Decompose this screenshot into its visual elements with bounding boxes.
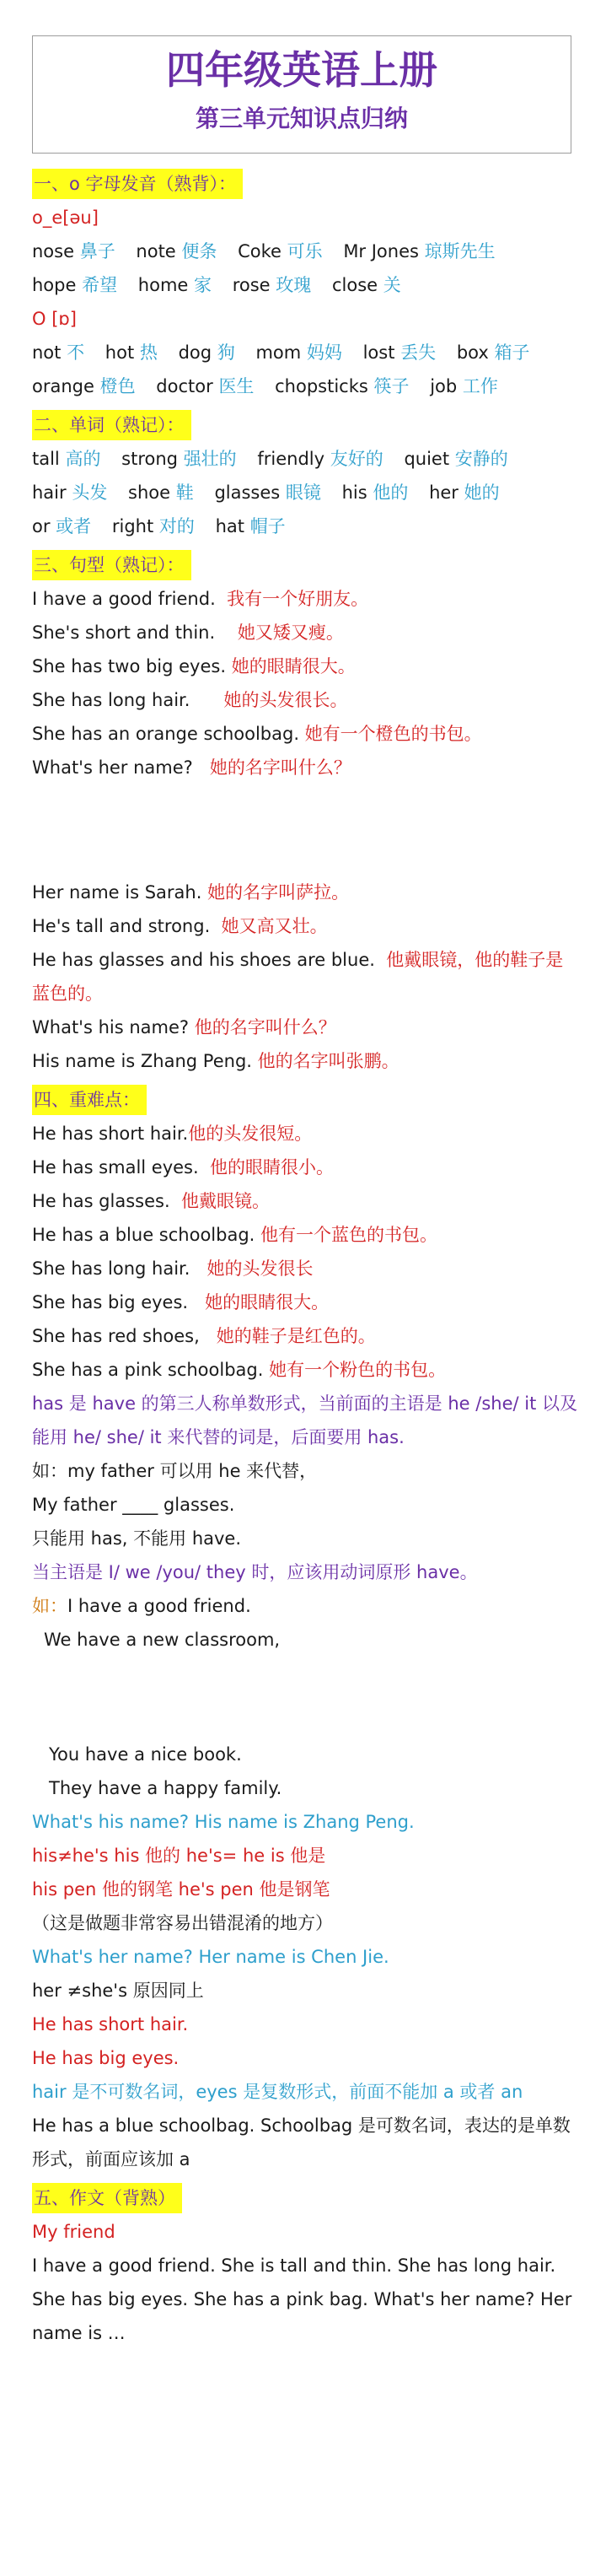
word-meaning: 关 bbox=[383, 275, 401, 295]
word-meaning: 高的 bbox=[65, 449, 101, 469]
sentence-en: He has glasses and his shoes are blue. bbox=[32, 950, 375, 970]
word-meaning: 安静的 bbox=[454, 449, 508, 469]
word-meaning: 便条 bbox=[181, 241, 217, 261]
word: or bbox=[32, 516, 51, 536]
section-5-heading: 五、作文（背熟） bbox=[32, 2183, 182, 2213]
vocab-row-1 bbox=[32, 442, 580, 476]
word-meaning: 希望 bbox=[82, 275, 118, 295]
sentence-cn: 她的眼睛很大。 bbox=[205, 1292, 330, 1312]
example-line: They have a happy family. bbox=[49, 1778, 282, 1798]
example-line: You have a nice book. bbox=[49, 1744, 242, 1765]
grammar-note-has: has 是 have 的第三人称单数形式，当前面的主语是 he /she/ it 以及能用 he/ she/ it 来代替的词是，后面要用 has. bbox=[32, 1393, 577, 1447]
sentence-en: He's tall and strong. bbox=[32, 916, 211, 936]
sentence-cn: 他戴眼镜。 bbox=[181, 1191, 270, 1211]
sentence-en: He has glasses. bbox=[32, 1191, 170, 1211]
phonics-row-3 bbox=[32, 336, 580, 369]
sentence-en: He has a blue schoolbag. bbox=[32, 1225, 255, 1245]
word: hope bbox=[32, 275, 77, 295]
example-line: He has big eyes. bbox=[32, 2048, 180, 2068]
word-meaning: 热 bbox=[139, 342, 158, 363]
example-line: We have a new classroom, bbox=[44, 1630, 281, 1650]
sentence-row bbox=[32, 582, 580, 616]
question-her-name: What's her name? Her name is Chen Jie. bbox=[32, 1947, 389, 1967]
word-meaning: 工作 bbox=[462, 376, 498, 396]
sentence-en: She has two big eyes. bbox=[32, 656, 227, 676]
sentence-cn: 她的名字叫萨拉。 bbox=[207, 882, 350, 903]
sentence-en: He has small eyes. bbox=[32, 1157, 199, 1178]
section-3-heading: 三、句型（熟记）： bbox=[32, 550, 191, 580]
sentence-cn: 他的名字叫张鹏。 bbox=[257, 1051, 400, 1071]
word: glasses bbox=[214, 482, 281, 503]
example-label: 如： bbox=[32, 1596, 67, 1616]
word: hair bbox=[32, 482, 67, 503]
word: home bbox=[137, 275, 189, 295]
example-line bbox=[32, 1589, 580, 1623]
phonics-row-1 bbox=[32, 234, 580, 268]
sentence-en: She has long hair. bbox=[32, 690, 190, 710]
sentence-cn: 她的眼睛很大。 bbox=[231, 656, 356, 676]
word: lost bbox=[362, 342, 395, 363]
word-meaning: 箱子 bbox=[494, 342, 530, 363]
section-1-heading: 一、o 字母发音（熟背）： bbox=[32, 169, 243, 199]
sentence-en: She has red shoes, bbox=[32, 1326, 200, 1346]
word-meaning: 玫瑰 bbox=[276, 275, 312, 295]
sentence-row bbox=[32, 649, 580, 683]
sentence-en: She has a pink schoolbag. bbox=[32, 1360, 264, 1380]
her-note: her ≠she's 原因同上 bbox=[32, 1981, 204, 2001]
title-box bbox=[32, 35, 571, 154]
word-meaning: 帽子 bbox=[249, 516, 286, 536]
sentence-row bbox=[32, 717, 580, 751]
sentence-row bbox=[32, 1184, 580, 1218]
essay-title: My friend bbox=[32, 2222, 115, 2242]
word-meaning: 医生 bbox=[218, 376, 255, 396]
page-title: 四年级英语上册 bbox=[166, 47, 437, 93]
word: chopsticks bbox=[275, 376, 368, 396]
word: Mr Jones bbox=[343, 241, 419, 261]
phonics-row-4 bbox=[32, 369, 580, 403]
sentence-row bbox=[32, 943, 580, 1010]
sentence-cn: 我有一个好朋友。 bbox=[227, 589, 369, 609]
phonics-o-short: O [ɒ] bbox=[32, 309, 77, 329]
sentence-row bbox=[32, 876, 580, 909]
word: friendly bbox=[257, 449, 325, 469]
his-note: （这是做题非常容易出错混淆的地方） bbox=[32, 1913, 333, 1933]
sentence-row bbox=[32, 1252, 580, 1285]
sentence-cn: 他的名字叫什么？ bbox=[194, 1017, 336, 1037]
sentence-row bbox=[32, 1117, 580, 1151]
sentence-en: What's his name? bbox=[32, 1017, 190, 1037]
word: job bbox=[430, 376, 458, 396]
word-meaning: 强壮的 bbox=[183, 449, 237, 469]
sentence-en: She's short and thin. bbox=[32, 622, 216, 643]
his-note: his pen 他的钢笔 he's pen 他是钢笔 bbox=[32, 1879, 330, 1900]
word: mom bbox=[255, 342, 302, 363]
word: rose bbox=[232, 275, 271, 295]
essay-text: I have a good friend. She is tall and thin. She has long hair. She has big eyes. She has a pink bag. What's her name? Her name is … bbox=[32, 2255, 572, 2343]
word-meaning: 鞋 bbox=[175, 482, 194, 503]
word: doctor bbox=[156, 376, 213, 396]
word: close bbox=[331, 275, 378, 295]
word: tall bbox=[32, 449, 60, 469]
word-meaning: 对的 bbox=[158, 516, 195, 536]
word: strong bbox=[121, 449, 178, 469]
example-line: 只能用 has, 不能用 have. bbox=[32, 1528, 242, 1549]
word: orange bbox=[32, 376, 94, 396]
word-meaning: 妈妈 bbox=[306, 342, 342, 363]
word: hot bbox=[105, 342, 135, 363]
word: dog bbox=[178, 342, 212, 363]
word: his bbox=[341, 482, 367, 503]
sentence-en: What's her name? bbox=[32, 757, 193, 778]
phonics-oe: o_e[əu] bbox=[32, 207, 99, 228]
word-meaning: 鼻子 bbox=[79, 241, 115, 261]
word-meaning: 眼镜 bbox=[285, 482, 321, 503]
word-meaning: 筷子 bbox=[373, 376, 410, 396]
word-meaning: 狗 bbox=[217, 342, 235, 363]
sentence-en: She has an orange schoolbag. bbox=[32, 724, 299, 744]
word: box bbox=[456, 342, 489, 363]
example-line: My father ____ glasses. bbox=[32, 1495, 235, 1515]
sentence-cn: 他有一个蓝色的书包。 bbox=[260, 1225, 438, 1245]
sentence-en: She has big eyes. bbox=[32, 1292, 189, 1312]
section-2-heading: 二、单词（熟记）： bbox=[32, 410, 191, 440]
sentence-row bbox=[32, 909, 580, 943]
vocab-row-3 bbox=[32, 509, 580, 543]
sentence-row bbox=[32, 1151, 580, 1184]
sentence-en: I have a good friend. bbox=[32, 589, 216, 609]
word: quiet bbox=[404, 449, 450, 469]
word: hat bbox=[215, 516, 244, 536]
sentence-row bbox=[32, 1319, 580, 1353]
word-meaning: 家 bbox=[194, 275, 212, 295]
sentence-row bbox=[32, 1044, 580, 1078]
sentence-row bbox=[32, 616, 580, 649]
example-line: 如：my father 可以用 he 来代替， bbox=[32, 1461, 318, 1481]
sentence-cn: 她有一个橙色的书包。 bbox=[304, 724, 482, 744]
word-meaning: 可乐 bbox=[287, 241, 323, 261]
question-his-name: What's his name? His name is Zhang Peng. bbox=[32, 1812, 415, 1832]
content bbox=[32, 162, 580, 2350]
word-meaning: 他的 bbox=[373, 482, 409, 503]
sentence-cn: 他戴眼镜，他的鞋子是蓝色的。 bbox=[32, 950, 564, 1004]
sentence-en: His name is Zhang Peng. bbox=[32, 1051, 252, 1071]
sentence-row bbox=[32, 1010, 580, 1044]
word-meaning: 不 bbox=[67, 342, 85, 363]
word: note bbox=[136, 241, 176, 261]
word-meaning: 琼斯先生 bbox=[424, 241, 496, 261]
sentence-cn: 她的头发很长 bbox=[206, 1258, 314, 1279]
schoolbag-note: He has a blue schoolbag. Schoolbag 是可数名词，表达的是单数形式，前面应该加 a bbox=[32, 2115, 571, 2169]
sentence-row bbox=[32, 1353, 580, 1387]
sentence-row bbox=[32, 1285, 580, 1319]
word: nose bbox=[32, 241, 75, 261]
sentence-en: She has long hair. bbox=[32, 1258, 190, 1279]
sentence-en: Her name is Sarah. bbox=[32, 882, 202, 903]
word: Coke bbox=[238, 241, 282, 261]
word-meaning: 橙色 bbox=[99, 376, 136, 396]
sentence-row bbox=[32, 683, 580, 717]
his-note: his≠he's his 他的 he's= he is 他是 bbox=[32, 1846, 326, 1866]
vocab-row-2 bbox=[32, 476, 580, 509]
word-meaning: 友好的 bbox=[330, 449, 383, 469]
phonics-row-2 bbox=[32, 268, 580, 302]
word: right bbox=[111, 516, 154, 536]
word: shoe bbox=[128, 482, 171, 503]
page-subtitle: 第三单元知识点归纳 bbox=[195, 105, 408, 132]
sentence-cn: 她又矮又瘦。 bbox=[237, 622, 344, 643]
sentence-row bbox=[32, 751, 580, 784]
sentence-cn: 他的眼睛很小。 bbox=[210, 1157, 335, 1178]
example-line: He has short hair. bbox=[32, 2014, 189, 2034]
sentence-row bbox=[32, 1218, 580, 1252]
example-text: I have a good friend. bbox=[67, 1596, 251, 1616]
word: not bbox=[32, 342, 62, 363]
grammar-note-have: 当主语是 I/ we /you/ they 时，应该用动词原形 have。 bbox=[32, 1562, 478, 1582]
sentence-cn: 她有一个粉色的书包。 bbox=[269, 1360, 447, 1380]
sentence-cn: 他的头发很短。 bbox=[188, 1124, 313, 1144]
section-4-heading: 四、重难点： bbox=[32, 1085, 147, 1115]
word-meaning: 或者 bbox=[56, 516, 92, 536]
word-meaning: 她的 bbox=[464, 482, 500, 503]
sentence-cn: 她的名字叫什么？ bbox=[209, 757, 351, 778]
sentence-en: He has short hair. bbox=[32, 1124, 189, 1144]
sentence-cn: 她的头发很长。 bbox=[223, 690, 348, 710]
sentence-cn: 她的鞋子是红色的。 bbox=[216, 1326, 376, 1346]
sentence-cn: 她又高又壮。 bbox=[221, 916, 328, 936]
word: her bbox=[429, 482, 459, 503]
word-meaning: 头发 bbox=[72, 482, 108, 503]
hair-note: hair 是不可数名词，eyes 是复数形式，前面不能加 a 或者 an bbox=[32, 2082, 523, 2102]
word-meaning: 丢失 bbox=[400, 342, 437, 363]
